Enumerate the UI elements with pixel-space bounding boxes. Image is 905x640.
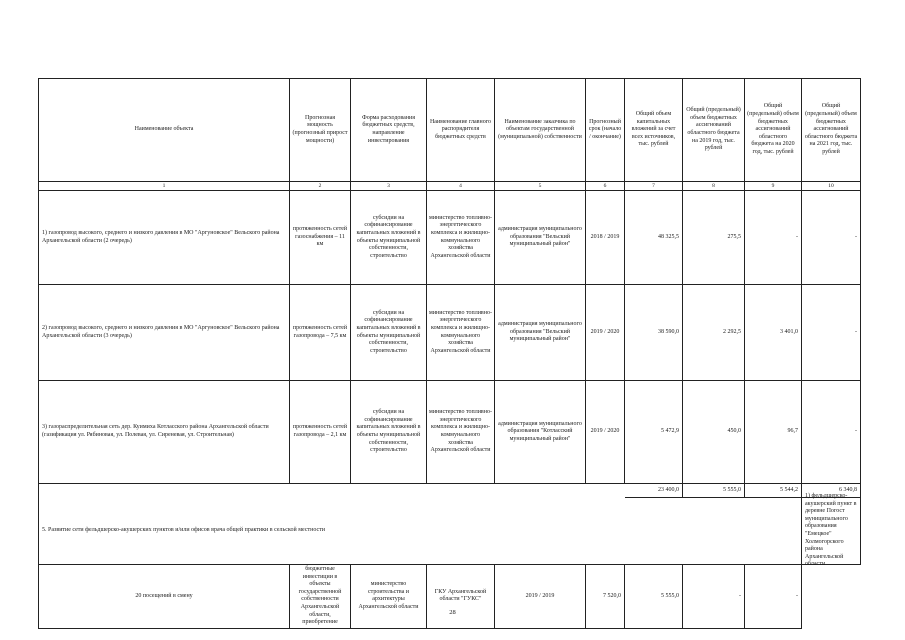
total-amount: 38 590,0 xyxy=(625,285,683,381)
term: 2019 / 2020 xyxy=(586,285,625,381)
header-term: Прогнозный срок (начало / окончание) xyxy=(586,79,625,182)
total-amount: 5 472,9 xyxy=(625,381,683,484)
administrator: министерство топливно-энергетического комплекса и жилищно-коммунального хозяйства Архангельской области xyxy=(427,191,495,285)
column-number: 3 xyxy=(351,182,427,191)
object-capacity: протяженность сетей газопровода – 7,5 км xyxy=(290,285,351,381)
customer: администрация муниципального образования "Вельский муниципальный район" xyxy=(495,285,586,381)
header-2019: Общий (предельный) объем бюджетных ассигнований областного бюджета на 2019 год, тыс. рублей xyxy=(683,79,745,182)
amount-2020: - xyxy=(683,565,745,629)
spending-form: субсидии на софинансирование капитальных вложений в объекты муниципальной собственности, строительство xyxy=(351,285,427,381)
amount-2021: - xyxy=(802,191,861,285)
section-2021: 6 340,8 xyxy=(802,484,861,498)
administrator: министерство топливно-энергетического комплекса и жилищно-коммунального хозяйства Архангельской области xyxy=(427,285,495,381)
section-2019: 5 555,0 xyxy=(683,484,745,498)
spending-form: бюджетные инвестиции в объекты государственной собственности Архангельской области, приобретение xyxy=(290,565,351,629)
term: 2019 / 2020 xyxy=(586,381,625,484)
customer: ГКУ Архангельской области "ГУКС" xyxy=(427,565,495,629)
amount-2020: 96,7 xyxy=(745,381,802,484)
header-customer: Наименование заказчика по объектам государственной (муниципальной) собственности xyxy=(495,79,586,182)
header-administrator: Наименование главного распорядителя бюджетных средств xyxy=(427,79,495,182)
amount-2019: 450,0 xyxy=(683,381,745,484)
column-number: 8 xyxy=(683,182,745,191)
amount-2020: - xyxy=(745,191,802,285)
administrator: министерство топливно-энергетического комплекса и жилищно-коммунального хозяйства Архангельской области xyxy=(427,381,495,484)
object-capacity: 20 посещений в смену xyxy=(39,565,290,629)
amount-2019: 2 292,5 xyxy=(683,285,745,381)
object-capacity: протяженность сетей газоснабжения – 11 км xyxy=(290,191,351,285)
amount-2021: - xyxy=(745,565,802,629)
header-spending-form: Форма расходования бюджетных средств, направление инвестирования xyxy=(351,79,427,182)
total-amount: 7 520,0 xyxy=(586,565,625,629)
customer: администрация муниципального образования "Котласский муниципальный район" xyxy=(495,381,586,484)
column-number: 9 xyxy=(745,182,802,191)
object-name: 1) фельдшерско-акушерский пункт в деревне Погост муниципального образования "Емецкое" Холмогорского района Архангельской области xyxy=(802,498,861,565)
column-number: 5 xyxy=(495,182,586,191)
section-title: 5. Развитие сети фельдшерско-акушерских пунктов и/или офисов врача общей практики в сельской местности xyxy=(39,498,802,565)
column-number: 2 xyxy=(290,182,351,191)
amount-2019: 5 555,0 xyxy=(625,565,683,629)
column-number: 1 xyxy=(39,182,290,191)
customer: администрация муниципального образования "Вельский муниципальный район" xyxy=(495,191,586,285)
object-name: 2) газопровод высокого, среднего и низкого давления в МО "Аргуновское" Вельского района Архангельской области (3 очередь) xyxy=(39,285,290,381)
header-2020: Общий (предельный) объем бюджетных ассигнований областного бюджета на 2020 год, тыс. рублей xyxy=(745,79,802,182)
column-number: 10 xyxy=(802,182,861,191)
total-amount: 48 325,5 xyxy=(625,191,683,285)
object-name: 3) газораспределительная сеть дер. Куимиха Котласского района Архангельской области (газификация ул. Рябиновая, ул. Полевая, ул. Сиреневая, ул. Строительная) xyxy=(39,381,290,484)
amount-2020: 3 401,0 xyxy=(745,285,802,381)
object-capacity: протяженность сетей газопровода – 2,1 км xyxy=(290,381,351,484)
term: 2018 / 2019 xyxy=(586,191,625,285)
spending-form: субсидии на софинансирование капитальных вложений в объекты муниципальной собственности, строительство xyxy=(351,191,427,285)
object-name: 1) газопровод высокого, среднего и низкого давления в МО "Аргуновское" Вельского района Архангельской области (2 очередь) xyxy=(39,191,290,285)
page-number: 28 xyxy=(449,609,456,616)
column-number: 4 xyxy=(427,182,495,191)
column-number: 6 xyxy=(586,182,625,191)
term: 2019 / 2019 xyxy=(495,565,586,629)
header-2021: Общий (предельный) объем бюджетных ассигнований областного бюджета на 2021 год, тыс. рублей xyxy=(802,79,861,182)
amount-2021: - xyxy=(802,285,861,381)
spending-form: субсидии на софинансирование капитальных вложений в объекты муниципальной собственности, строительство xyxy=(351,381,427,484)
investment-table xyxy=(38,78,861,629)
header-object-name: Наименование объекта xyxy=(39,79,290,182)
header-total: Общий объем капитальных вложений за счет всех источников, тыс. рублей xyxy=(625,79,683,182)
amount-2019: 275,5 xyxy=(683,191,745,285)
column-number: 7 xyxy=(625,182,683,191)
section-total: 23 400,0 xyxy=(625,484,683,498)
header-capacity: Прогнозная мощность (прогнозный прирост мощности) xyxy=(290,79,351,182)
administrator: министерство строительства и архитектуры Архангельской области xyxy=(351,565,427,629)
section-2020: 5 544,2 xyxy=(745,484,802,498)
amount-2021: - xyxy=(802,381,861,484)
